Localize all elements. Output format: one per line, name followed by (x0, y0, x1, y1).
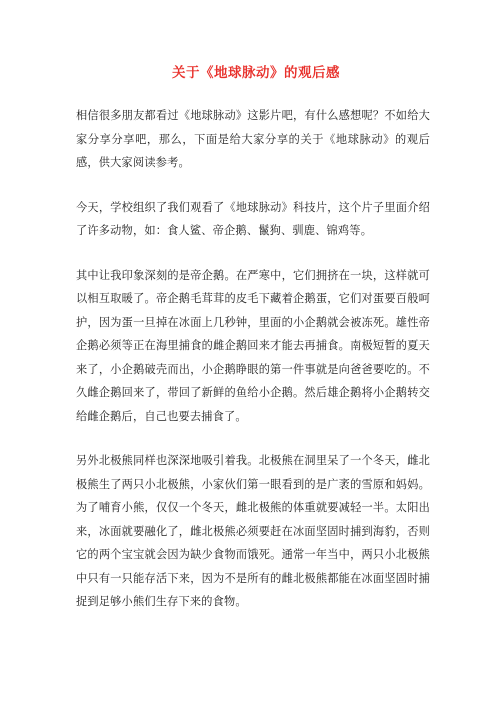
paragraph-polar-bear: 另外北极熊同样也深深地吸引着我。北极熊在洞里呆了一个冬天，雌北极熊生了两只小北极熊，小家伙们第一眼看到的是广袤的雪原和妈妈。为了哺育小熊，仅仅一个冬天，雌北极熊的体重就要减轻一半。太阳出来，冰面就要融化了，雌北极熊必须要赶在冰面坚固时捕到海豹，否则它的两个宝宝就会因为缺少食物而饿死。通常一年当中，两只小北极熊中只有一只能存活下来，因为不是所有的雌北极熊都能在冰面坚固时捕捉到足够小熊们生存下来的食物。 (76, 454, 430, 608)
document-title: 关于《地球脉动》的观后感 (172, 65, 340, 81)
paragraph-screening: 今天，学校组织了我们观看了《地球脉动》科技片，这个片子里面介绍了许多动物，如：食人鲨、帝企鹅、鬣狗、驯鹿、锦鸡等。 (76, 200, 430, 237)
paragraph-intro: 相信很多朋友都看过《地球脉动》这影片吧，有什么感想呢？不如给大家分享分享吧，那么，下面是给大家分享的关于《地球脉动》的观后感，供大家阅读参考。 (76, 109, 430, 169)
paragraph-emperor-penguin: 其中让我印象深刻的是帝企鹅。在严寒中，它们拥挤在一块，这样就可以相互取暖了。帝企鹅毛茸茸的皮毛下藏着企鹅蛋，它们对蛋要百般呵护，因为蛋一旦掉在冰面上几秒钟，里面的小企鹅就会被冻死。雄性帝企鹅必须等正在海里捕食的雌企鹅回来才能去再捕食。南极短暂的夏天来了，小企鹅破壳而出，小企鹅睁眼的第一件事就是向爸爸要吃的。不久雌企鹅回来了，带回了新鲜的鱼给小企鹅。然后雄企鹅将小企鹅转交给雌企鹅后，自己也要去捕食了。 (76, 268, 430, 423)
